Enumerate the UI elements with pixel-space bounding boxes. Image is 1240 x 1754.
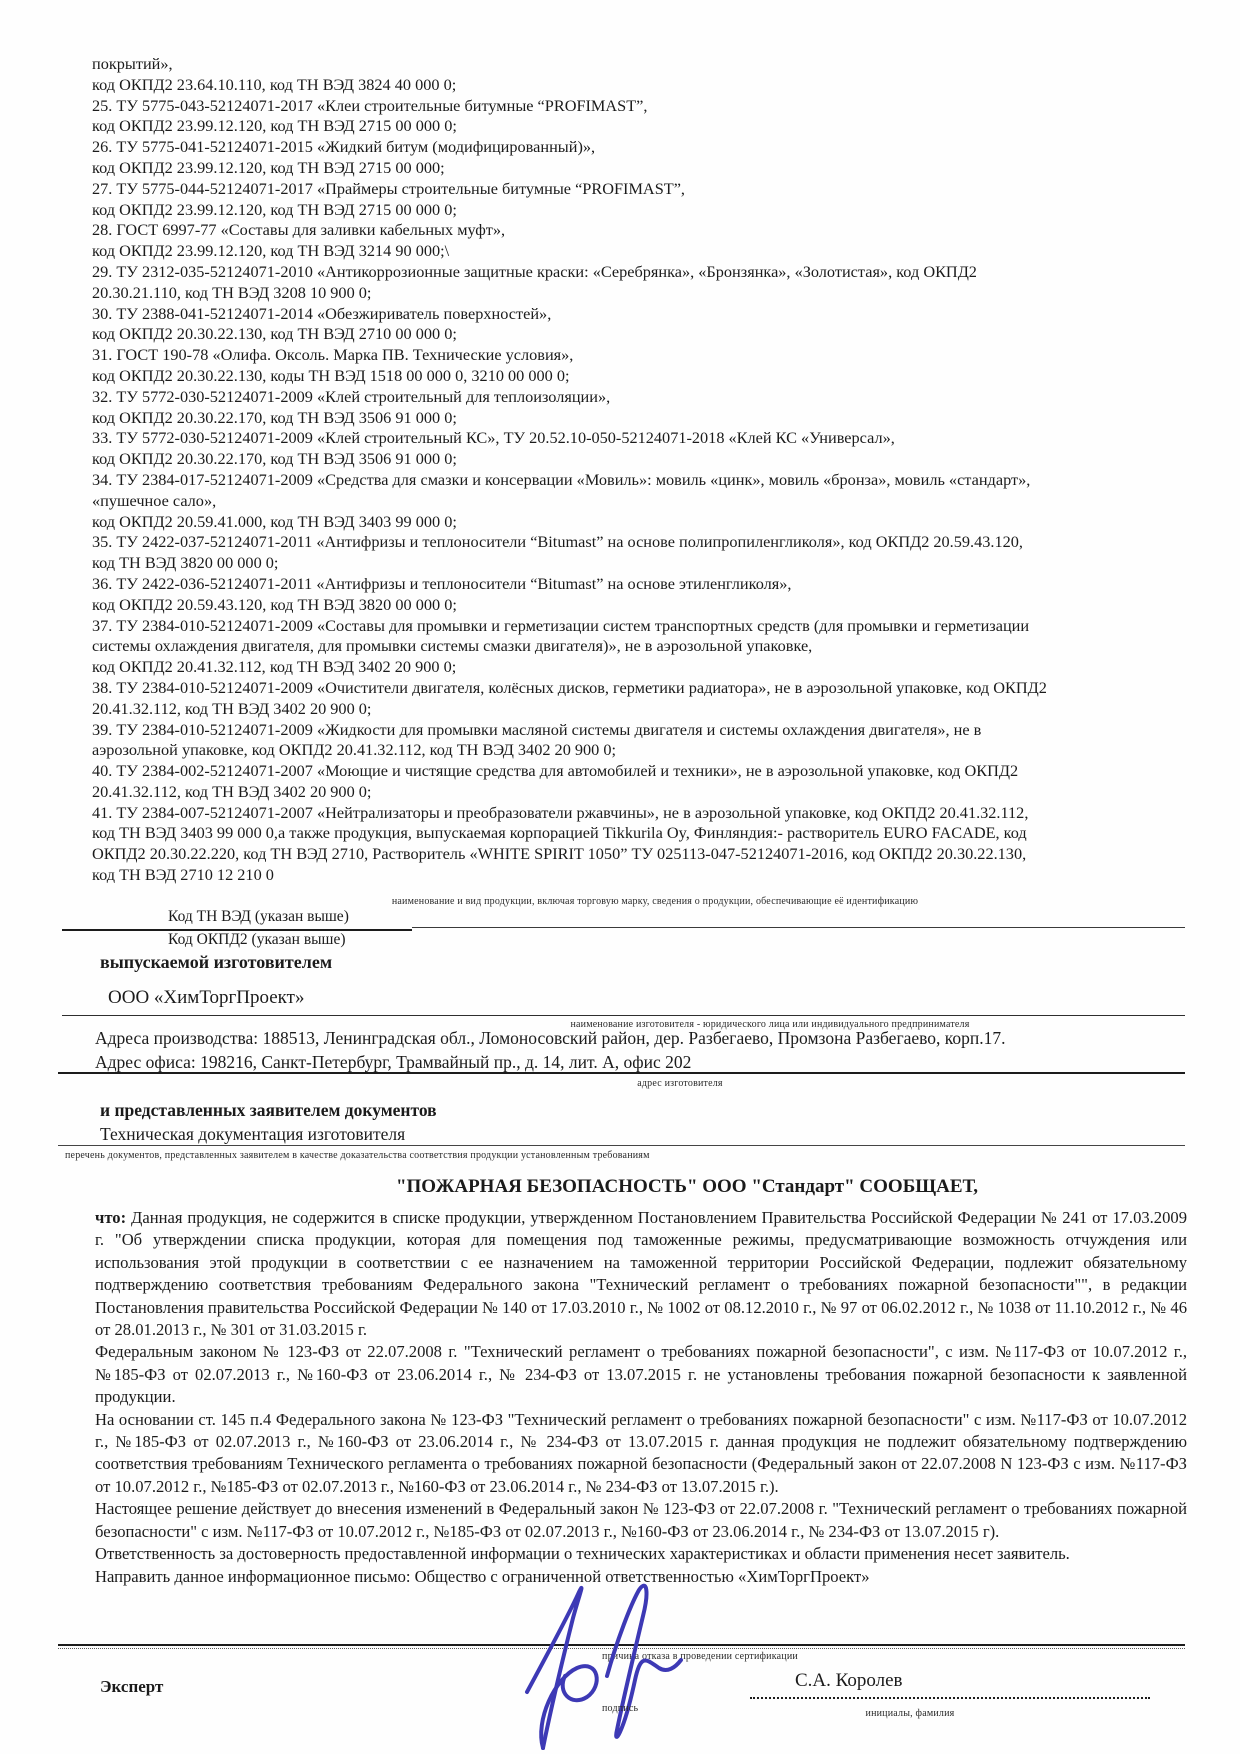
tn-ved-code-line: Код ТН ВЭД (указан выше) <box>168 908 349 925</box>
product-list-line: 25. ТУ 5775-043-52124071-2017 «Клеи строительные битумные “PROFIMAST”, <box>92 95 648 115</box>
statement-p1: Данная продукция, не содержится в списке продукции, утвержденном Постановлением Правительства Российской Федерации № 241 от 17.03.2009 г. "Об утверждении списка продукции, которая для помещения под таможенные режимы, предусматривающие возможность отчуждения или использования этой продукции в соответствии с ее назначением на таможенной территории Российской Федерации, подлежит обязательному подтверждению соответствия требованиям Федерального закона "Технический регламент о требованиях пожарной безопасности"", в редакции Постановления правительства Российской Федерации № 140 от 17.03.2010 г., № 1002 от 08.12.2010 г., № 97 от 06.02.2012 г., № 1038 от 11.10.2012 г., № 46 от 28.01.2013 г., № 301 от 31.03.2015 г. <box>95 1208 1187 1340</box>
product-list-line: код ОКПД2 20.30.22.170, код ТН ВЭД 3506 91 000 0; <box>92 407 457 427</box>
statement-paragraph: Ответственность за достоверность предоставленной информации о технических характеристиках и области применения несет заявитель. <box>95 1544 1070 1564</box>
product-list-line: код ОКПД2 23.99.12.120, код ТН ВЭД 2715 00 000; <box>92 157 445 177</box>
initials-caption: инициалы, фамилия <box>865 1708 955 1719</box>
product-list-line: 36. ТУ 2422-036-52124071-2011 «Антифризы и теплоносители “Bitumast” на основе этиленгликоля», <box>92 573 792 593</box>
product-list-line: код ОКПД2 23.99.12.120, код ТН ВЭД 2715 00 000 0; <box>92 199 457 219</box>
statement-paragraph <box>95 1207 1187 1341</box>
issued-by-label: выпускаемой изготовителем <box>100 952 333 972</box>
product-list-caption: наименование и вид продукции, включая торговую марку, сведения о продукции, обеспечивающие её идентификацию <box>391 896 919 907</box>
divider <box>58 1072 1185 1074</box>
product-list-line: код ОКПД2 20.41.32.112, код ТН ВЭД 3402 20 900 0; <box>92 657 457 677</box>
product-list-line: код ТН ВЭД 2710 12 210 0 <box>92 865 274 885</box>
product-list-line: код ТН ВЭД 3403 99 000 0,а также продукция, выпускаемая корпорацией Tikkurila Oy, Финляндия:- растворитель EURO FACADE, код <box>92 823 1027 843</box>
expert-label: Эксперт <box>100 1677 164 1696</box>
product-list-line: 39. ТУ 2384-010-52124071-2009 «Жидкости для промывки масляной системы двигателя и системы охлаждения двигателя», не в <box>92 719 982 739</box>
product-list-line: 33. ТУ 5772-030-52124071-2009 «Клей строительный КС», ТУ 20.52.10-050-52124071-2018 «Клей КС «Универсал», <box>92 428 895 448</box>
send-letter-line: Направить данное информационное письмо: Общество с ограниченной ответственностью «ХимТоргПроект» <box>95 1566 870 1586</box>
okpd2-code-line: Код ОКПД2 (указан выше) <box>168 931 346 948</box>
product-list-line: 20.41.32.112, код ТН ВЭД 3402 20 900 0; <box>92 781 372 801</box>
product-list-line: код ОКПД2 20.30.22.170, код ТН ВЭД 3506 91 000 0; <box>92 449 457 469</box>
divider <box>62 1015 1185 1016</box>
product-list-line: 37. ТУ 2384-010-52124071-2009 «Составы для промывки и герметизации систем транспортных средств (для промывки и герметизации <box>92 615 1030 635</box>
product-list-line: код ОКПД2 20.59.43.120, код ТН ВЭД 3820 00 000 0; <box>92 594 457 614</box>
statement-paragraph: На основании ст. 145 п.4 Федерального закона № 123-ФЗ "Технический регламент о требованиях пожарной безопасности" с изм. №117-ФЗ от 10.07.2012 г., №185-ФЗ от 02.07.2013 г., №160-ФЗ от 23.06.2014 г., № 234-ФЗ от 13.07.2015 г. данная продукция не подлежит обязательному подтверждению соответствия требованиям Технического регламента о требованиях пожарной безопасности (Федеральный закон от 22.07.2008 N 123-ФЗ с изм. №117-ФЗ от 10.07.2012 г., №185-ФЗ от 02.07.2013 г., №160-ФЗ от 23.06.2014 г., № 234-ФЗ от 13.07.2015 г.). <box>95 1409 1187 1496</box>
product-list-line: код ОКПД2 23.99.12.120, код ТН ВЭД 2715 00 000 0; <box>92 116 457 136</box>
signature-caption: подпись <box>602 1703 639 1714</box>
office-address: Адрес офиса: 198216, Санкт-Петербург, Трамвайный пр., д. 14, лит. А, офис 202 <box>95 1052 692 1072</box>
product-list-line: 28. ГОСТ 6997-77 «Составы для заливки кабельных муфт», <box>92 220 506 240</box>
product-list-line: 27. ТУ 5775-044-52124071-2017 «Праймеры строительные битумные “PROFIMAST”, <box>92 178 685 198</box>
manufacturer-name: ООО «ХимТоргПроект» <box>108 987 305 1008</box>
refusal-caption: причина отказа в проведении сертификации <box>602 1651 798 1662</box>
product-list-line: 20.30.21.110, код ТН ВЭД 3208 10 900 0; <box>92 282 372 302</box>
statement-paragraph: Федеральным законом № 123-ФЗ от 22.07.2008 г. "Технический регламент о требованиях пожарной безопасности", с изм. №117-ФЗ от 10.07.2012 г., №185-ФЗ от 02.07.2013 г., №160-ФЗ от 23.06.2014 г., № 234-ФЗ от 13.07.2015 г. не установлены требования пожарной безопасности к заявленной продукции. <box>95 1342 1187 1407</box>
documents-intro: и представленных заявителем документов <box>100 1100 437 1120</box>
product-list-line: 34. ТУ 2384-017-52124071-2009 «Средства для смазки и консервации «Мовиль»: мовиль «цинк», мовиль «бронза», мовиль «стандарт», <box>92 469 1031 489</box>
product-list-line: 41. ТУ 2384-007-52124071-2007 «Нейтрализаторы и преобразователи ржавчины», не в аэрозольной упаковке, код ОКПД2 20.41.32.112, <box>92 802 1029 822</box>
product-list-line: «пушечное сало», <box>92 490 217 510</box>
statement-body <box>95 1207 1187 1588</box>
product-list-line: код ОКПД2 20.30.22.130, код ТН ВЭД 2710 00 000 0; <box>92 324 457 344</box>
tech-doc-line: Техническая документация изготовителя <box>100 1124 406 1144</box>
divider <box>58 1145 1185 1146</box>
expert-name: С.А. Королев <box>795 1670 903 1691</box>
product-list-line: ОКПД2 20.30.22.220, код ТН ВЭД 2710, Растворитель «WHITE SPIRIT 1050” ТУ 025113-047-52124071-2016, код ОКПД2 20.30.22.130, <box>92 844 1027 864</box>
manufacturer-caption: наименование изготовителя - юридического лица или индивидуального предпринимателя <box>570 1019 970 1030</box>
what-label: что: <box>95 1208 127 1227</box>
divider <box>412 927 1185 928</box>
product-list-line: 32. ТУ 5772-030-52124071-2009 «Клей строительный для теплоизоляции», <box>92 386 611 406</box>
product-list-line: 38. ТУ 2384-010-52124071-2009 «Очистители двигателя, колёсных дисков, герметики радиатора», не в аэрозольной упаковке, код ОКПД2 <box>92 677 1047 697</box>
product-list-line: 26. ТУ 5775-041-52124071-2015 «Жидкий битум (модифицированный)», <box>92 137 596 157</box>
product-list-line: 30. ТУ 2388-041-52124071-2014 «Обезжириватель поверхностей», <box>92 303 552 323</box>
product-list-line: 29. ТУ 2312-035-52124071-2010 «Антикоррозионные защитные краски: «Серебрянка», «Бронзянка», «Золотистая», код ОКПД2 <box>92 261 977 281</box>
product-list-line: покрытий», <box>92 54 173 73</box>
production-address: Адреса производства: 188513, Ленинградская обл., Ломоносовский район, дер. Разбегаево, Промзона Разбегаево, корп.17. <box>95 1028 1006 1048</box>
product-list-line: код ОКПД2 20.30.22.130, коды ТН ВЭД 1518 00 000 0, 3210 00 000 0; <box>92 365 570 385</box>
product-list-line: код ОКПД2 23.99.12.120, код ТН ВЭД 3214 90 000;\ <box>92 241 450 261</box>
expert-signature <box>505 1580 690 1754</box>
product-list-line: 20.41.32.112, код ТН ВЭД 3402 20 900 0; <box>92 698 372 718</box>
product-list-line: аэрозольной упаковке, код ОКПД2 20.41.32.112, код ТН ВЭД 3402 20 900 0; <box>92 740 617 760</box>
address-caption: адрес изготовителя <box>637 1078 723 1089</box>
documents-caption: перечень документов, представленных заявителем в качестве доказательства соответствия продукции установленным требованиям <box>65 1150 650 1161</box>
statement-paragraph: Настоящее решение действует до внесения изменений в Федеральный закон № 123-ФЗ от 22.07.2008 г. "Технический регламент о требованиях пожарной безопасности" с изм. №117-ФЗ от 10.07.2012 г., №185-ФЗ от 02.07.2013 г., №160-ФЗ от 23.06.2014 г., № 234-ФЗ от 13.07.2015 г). <box>95 1499 1187 1541</box>
product-list-line: код ОКПД2 20.59.41.000, код ТН ВЭД 3403 99 000 0; <box>92 511 457 531</box>
product-list-line: 35. ТУ 2422-037-52124071-2011 «Антифризы и теплоносители “Bitumast” на основе полипропиленгликоля», код ОКПД2 20.59.43.120, <box>92 532 1023 552</box>
statement-heading: "ПОЖАРНАЯ БЕЗОПАСНОСТЬ" ООО "Стандарт" СООБЩАЕТ, <box>395 1176 979 1197</box>
product-list <box>92 54 1202 886</box>
product-list-line: 31. ГОСТ 190-78 «Олифа. Оксоль. Марка ПВ. Технические условия», <box>92 345 574 365</box>
product-list-line: системы охлаждения двигателя, для промывки системы смазки двигателя)», не в аэрозольной упаковке, <box>92 636 813 656</box>
product-list-line: код ОКПД2 23.64.10.110, код ТН ВЭД 3824 40 000 0; <box>92 74 457 94</box>
product-list-line: 40. ТУ 2384-002-52124071-2007 «Моющие и чистящие средства для автомобилей и техники», не в аэрозольной упаковке, код ОКПД2 <box>92 761 1019 781</box>
product-list-line: код ТН ВЭД 3820 00 000 0; <box>92 553 279 573</box>
divider <box>750 1697 1150 1699</box>
